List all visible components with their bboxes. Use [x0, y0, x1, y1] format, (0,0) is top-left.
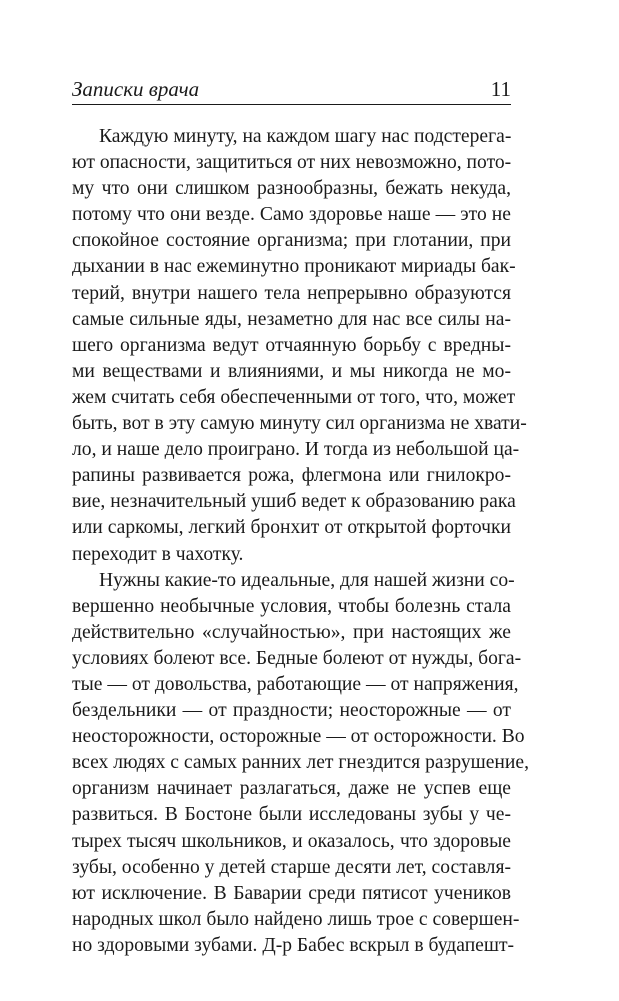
text-line: рапины развивается рожа, флегмона или гнилокро-: [72, 465, 511, 487]
text-line: вершенно необычные условия, чтобы болезнь стала: [72, 595, 511, 617]
paragraph-2: [72, 568, 529, 959]
paragraph-1: [72, 124, 527, 568]
text-line: но здоровыми зубами. Д-р Бабес вскрыл в будапешт-: [72, 934, 515, 956]
text-line: неосторожности, осторожные — от осторожности. Во: [72, 726, 525, 748]
running-title: Записки врача: [72, 77, 200, 101]
header-rule: [72, 104, 511, 105]
text-line: народных школ было найдено лишь трое с совершен-: [72, 908, 520, 930]
text-line: ло, и наше дело проиграно. И тогда из небольшой ца-: [72, 439, 520, 461]
text-line: развиться. В Бостоне были исследованы зубы у че-: [72, 804, 511, 826]
text-line: самые сильные яды, незаметно для нас все силы на-: [72, 308, 511, 330]
text-line: тырех тысяч школьников, и оказалось, что здоровые: [72, 830, 511, 852]
text-line: всех людях с самых ранних лет гнездится разрушение,: [72, 752, 529, 774]
text-line: потому что они везде. Само здоровье наше — это не: [72, 204, 511, 226]
page-number: 11: [490, 77, 511, 101]
text-line: быть, вот в эту самую минуту сил организма не хвати-: [72, 413, 527, 435]
text-line: спокойное состояние организма; при глотании, при: [72, 230, 511, 252]
text-line: или саркомы, легкий бронхит от открытой форточки: [72, 517, 511, 539]
text-line: жем считать себя обеспеченными от того, что, может: [72, 386, 516, 408]
text-line: зубы, особенно у детей старше десяти лет, составля-: [72, 856, 511, 878]
text-line: вие, незначительный ушиб ведет к образованию рака: [72, 491, 516, 513]
text-line: действительно «случайностью», при настоящих же: [72, 621, 511, 643]
text-line: бездельники — от праздности; неосторожные — от: [72, 700, 511, 722]
text-line: Каждую минуту, на каждом шагу нас подстерега-: [99, 126, 512, 147]
text-line: переходит в чахотку.: [72, 543, 244, 565]
body-text: [72, 124, 529, 959]
running-head: [72, 76, 511, 102]
text-line: ют опасности, защититься от них невозможно, пото-: [72, 152, 512, 174]
text-line: Нужны какие-то идеальные, для нашей жизни со-: [99, 569, 515, 591]
text-line: ют исключение. В Баварии среди пятисот учеников: [72, 882, 511, 904]
text-line: организм начинает разлагаться, даже не успев еще: [72, 778, 511, 800]
text-line: дыхании в нас ежеминутно проникают мириады бак-: [72, 256, 516, 278]
text-line: шего организма ведут отчаянную борьбу с вредны-: [72, 334, 511, 356]
text-line: ми веществами и влияниями, и мы никогда не мо-: [72, 360, 511, 382]
text-line: тые — от довольства, работающие — от напряжения,: [72, 673, 519, 695]
text-line: му что они слишком разнообразны, бежать некуда,: [72, 178, 511, 200]
text-line: терий, внутри нашего тела непрерывно образуются: [72, 282, 511, 304]
text-line: условиях болеют все. Бедные болеют от нужды, бога-: [72, 647, 522, 669]
